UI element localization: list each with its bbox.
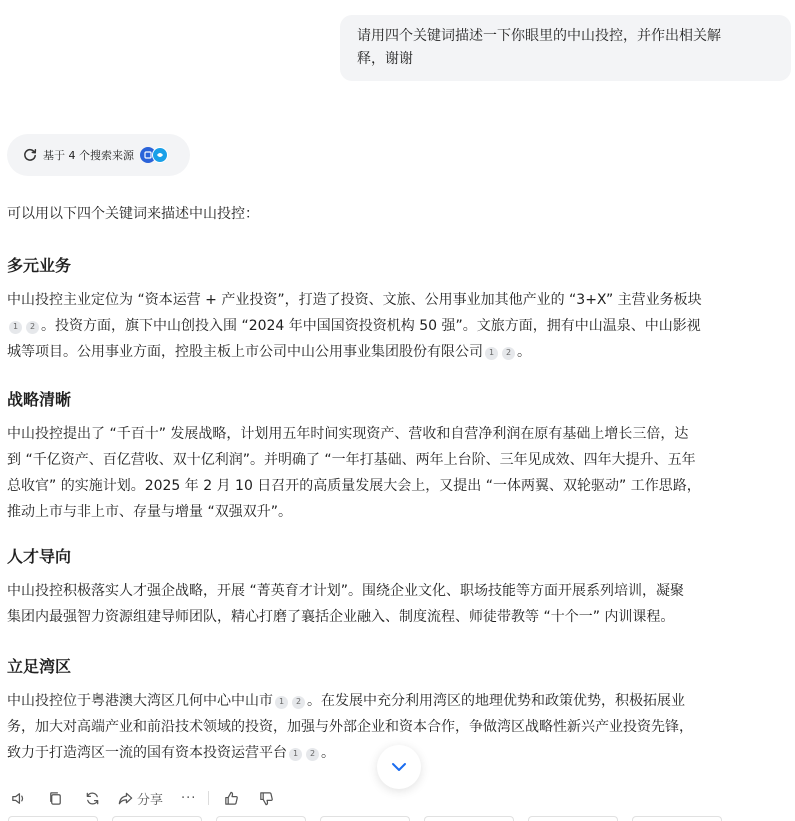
user-message-line: 请用四个关键词描述一下你眼里的中山投控，并作出相关解 [357, 28, 721, 44]
suggestion-chip[interactable] [216, 816, 306, 821]
citation-badge[interactable]: 2 [292, 696, 305, 709]
more-button[interactable] [181, 786, 196, 810]
section-paragraph [7, 421, 787, 525]
message-action-bar [8, 786, 276, 810]
section-title: 战略清晰 [7, 390, 72, 409]
refresh-icon [22, 147, 38, 163]
user-message-bubble [340, 15, 791, 81]
suggestion-chip[interactable] [320, 816, 410, 821]
source-favicon-icon [152, 147, 168, 163]
citation-badge[interactable]: 2 [26, 321, 39, 334]
share-icon [117, 790, 134, 807]
source-favicons [140, 147, 168, 163]
section-title: 多元业务 [7, 256, 72, 275]
suggestion-chip[interactable] [112, 816, 202, 821]
paragraph-line: 致力于打造湾区一流的国有资本投资运营平台 [7, 745, 287, 761]
read-aloud-button[interactable] [8, 786, 28, 810]
chevron-down-icon [389, 757, 409, 777]
paragraph-line: 到 “千亿资产、百亿营收、双十亿利润”。并明确了 “一年打基础、两年上台阶、三年见成效、四年大提升、五年 [7, 452, 696, 468]
paragraph-line: 。投资方面，旗下中山创投入围 “2024 年中国国资投资机构 50 强”。文旅方面，拥有中山温泉、中山影视 [41, 318, 701, 334]
regenerate-button[interactable] [82, 786, 102, 810]
paragraph-line: 总收官” 的实施计划。2025 年 2 月 10 日召开的高质量发展大会上，又提出 “一体两翼、双轮驱动” 工作思路， [7, 478, 701, 494]
citation-badge[interactable]: 1 [275, 696, 288, 709]
copy-button[interactable] [45, 786, 65, 810]
share-label: 分享 [137, 792, 164, 808]
citation-badge[interactable]: 1 [289, 748, 302, 761]
citation-badge[interactable]: 1 [485, 347, 498, 360]
citation-badge[interactable]: 2 [502, 347, 515, 360]
section-title: 立足湾区 [7, 657, 72, 676]
citation-badge[interactable]: 2 [306, 748, 319, 761]
suggestion-chip[interactable] [632, 816, 722, 821]
user-message-line: 释，谢谢 [357, 51, 413, 67]
scroll-to-bottom-button[interactable] [377, 745, 421, 789]
regenerate-icon [84, 790, 101, 807]
sources-label: 基于 4 个搜索来源 [43, 149, 134, 162]
copy-icon [47, 790, 64, 807]
paragraph-line: 。 [321, 745, 335, 761]
like-button[interactable] [221, 786, 241, 810]
paragraph-line: 务，加大对高端产业和前沿技术领域的投资，加强与外部企业和资本合作，争做湾区战略性新兴产业投资先锋， [7, 719, 693, 735]
paragraph-line: 中山投控主业定位为 “资本运营 + 产业投资”，打造了投资、文旅、公用事业加其他产业的 “3+X” 主营业务板块 [7, 292, 702, 308]
paragraph-line: 中山投控积极落实人才强企战略，开展 “菁英育才计划”。围绕企业文化、职场技能等方面开展系列培训，凝聚 [7, 583, 684, 599]
section-paragraph [7, 578, 787, 630]
more-icon: ··· [181, 790, 197, 806]
citation-badge[interactable]: 1 [9, 321, 22, 334]
section-paragraph [7, 287, 787, 365]
paragraph-line: 集团内最强智力资源组建导师团队，精心打磨了襄括企业融入、制度流程、师徒带教等 “十个一” 内训课程。 [7, 609, 675, 625]
search-sources-button[interactable] [7, 134, 190, 176]
answer-intro: 可以用以下四个关键词来描述中山投控： [7, 206, 259, 222]
section-title: 人才导向 [7, 547, 72, 566]
suggestion-chip[interactable] [528, 816, 618, 821]
suggestion-chip[interactable] [8, 816, 98, 821]
paragraph-line: 中山投控提出了 “千百十” 发展战略，计划用五年时间实现资产、营收和自营净利润在原有基础上增长三倍，达 [7, 426, 689, 442]
paragraph-line: 。 [517, 344, 531, 360]
suggestion-chips-strip [0, 816, 795, 821]
thumbs-up-icon [223, 790, 240, 807]
share-button[interactable] [117, 786, 163, 810]
speaker-icon [10, 790, 27, 807]
paragraph-line: 城等项目。公用事业方面，控股主板上市公司中山公用事业集团股份有限公司 [7, 344, 483, 360]
dislike-button[interactable] [256, 786, 276, 810]
divider [208, 791, 209, 805]
thumbs-down-icon [258, 790, 275, 807]
paragraph-line: 。在发展中充分利用湾区的地理优势和政策优势，积极拓展业 [307, 693, 685, 709]
paragraph-line: 中山投控位于粤港澳大湾区几何中心中山市 [7, 693, 273, 709]
paragraph-line: 推动上市与非上市、存量与增量 “双强双升”。 [7, 504, 292, 520]
suggestion-chip[interactable] [424, 816, 514, 821]
